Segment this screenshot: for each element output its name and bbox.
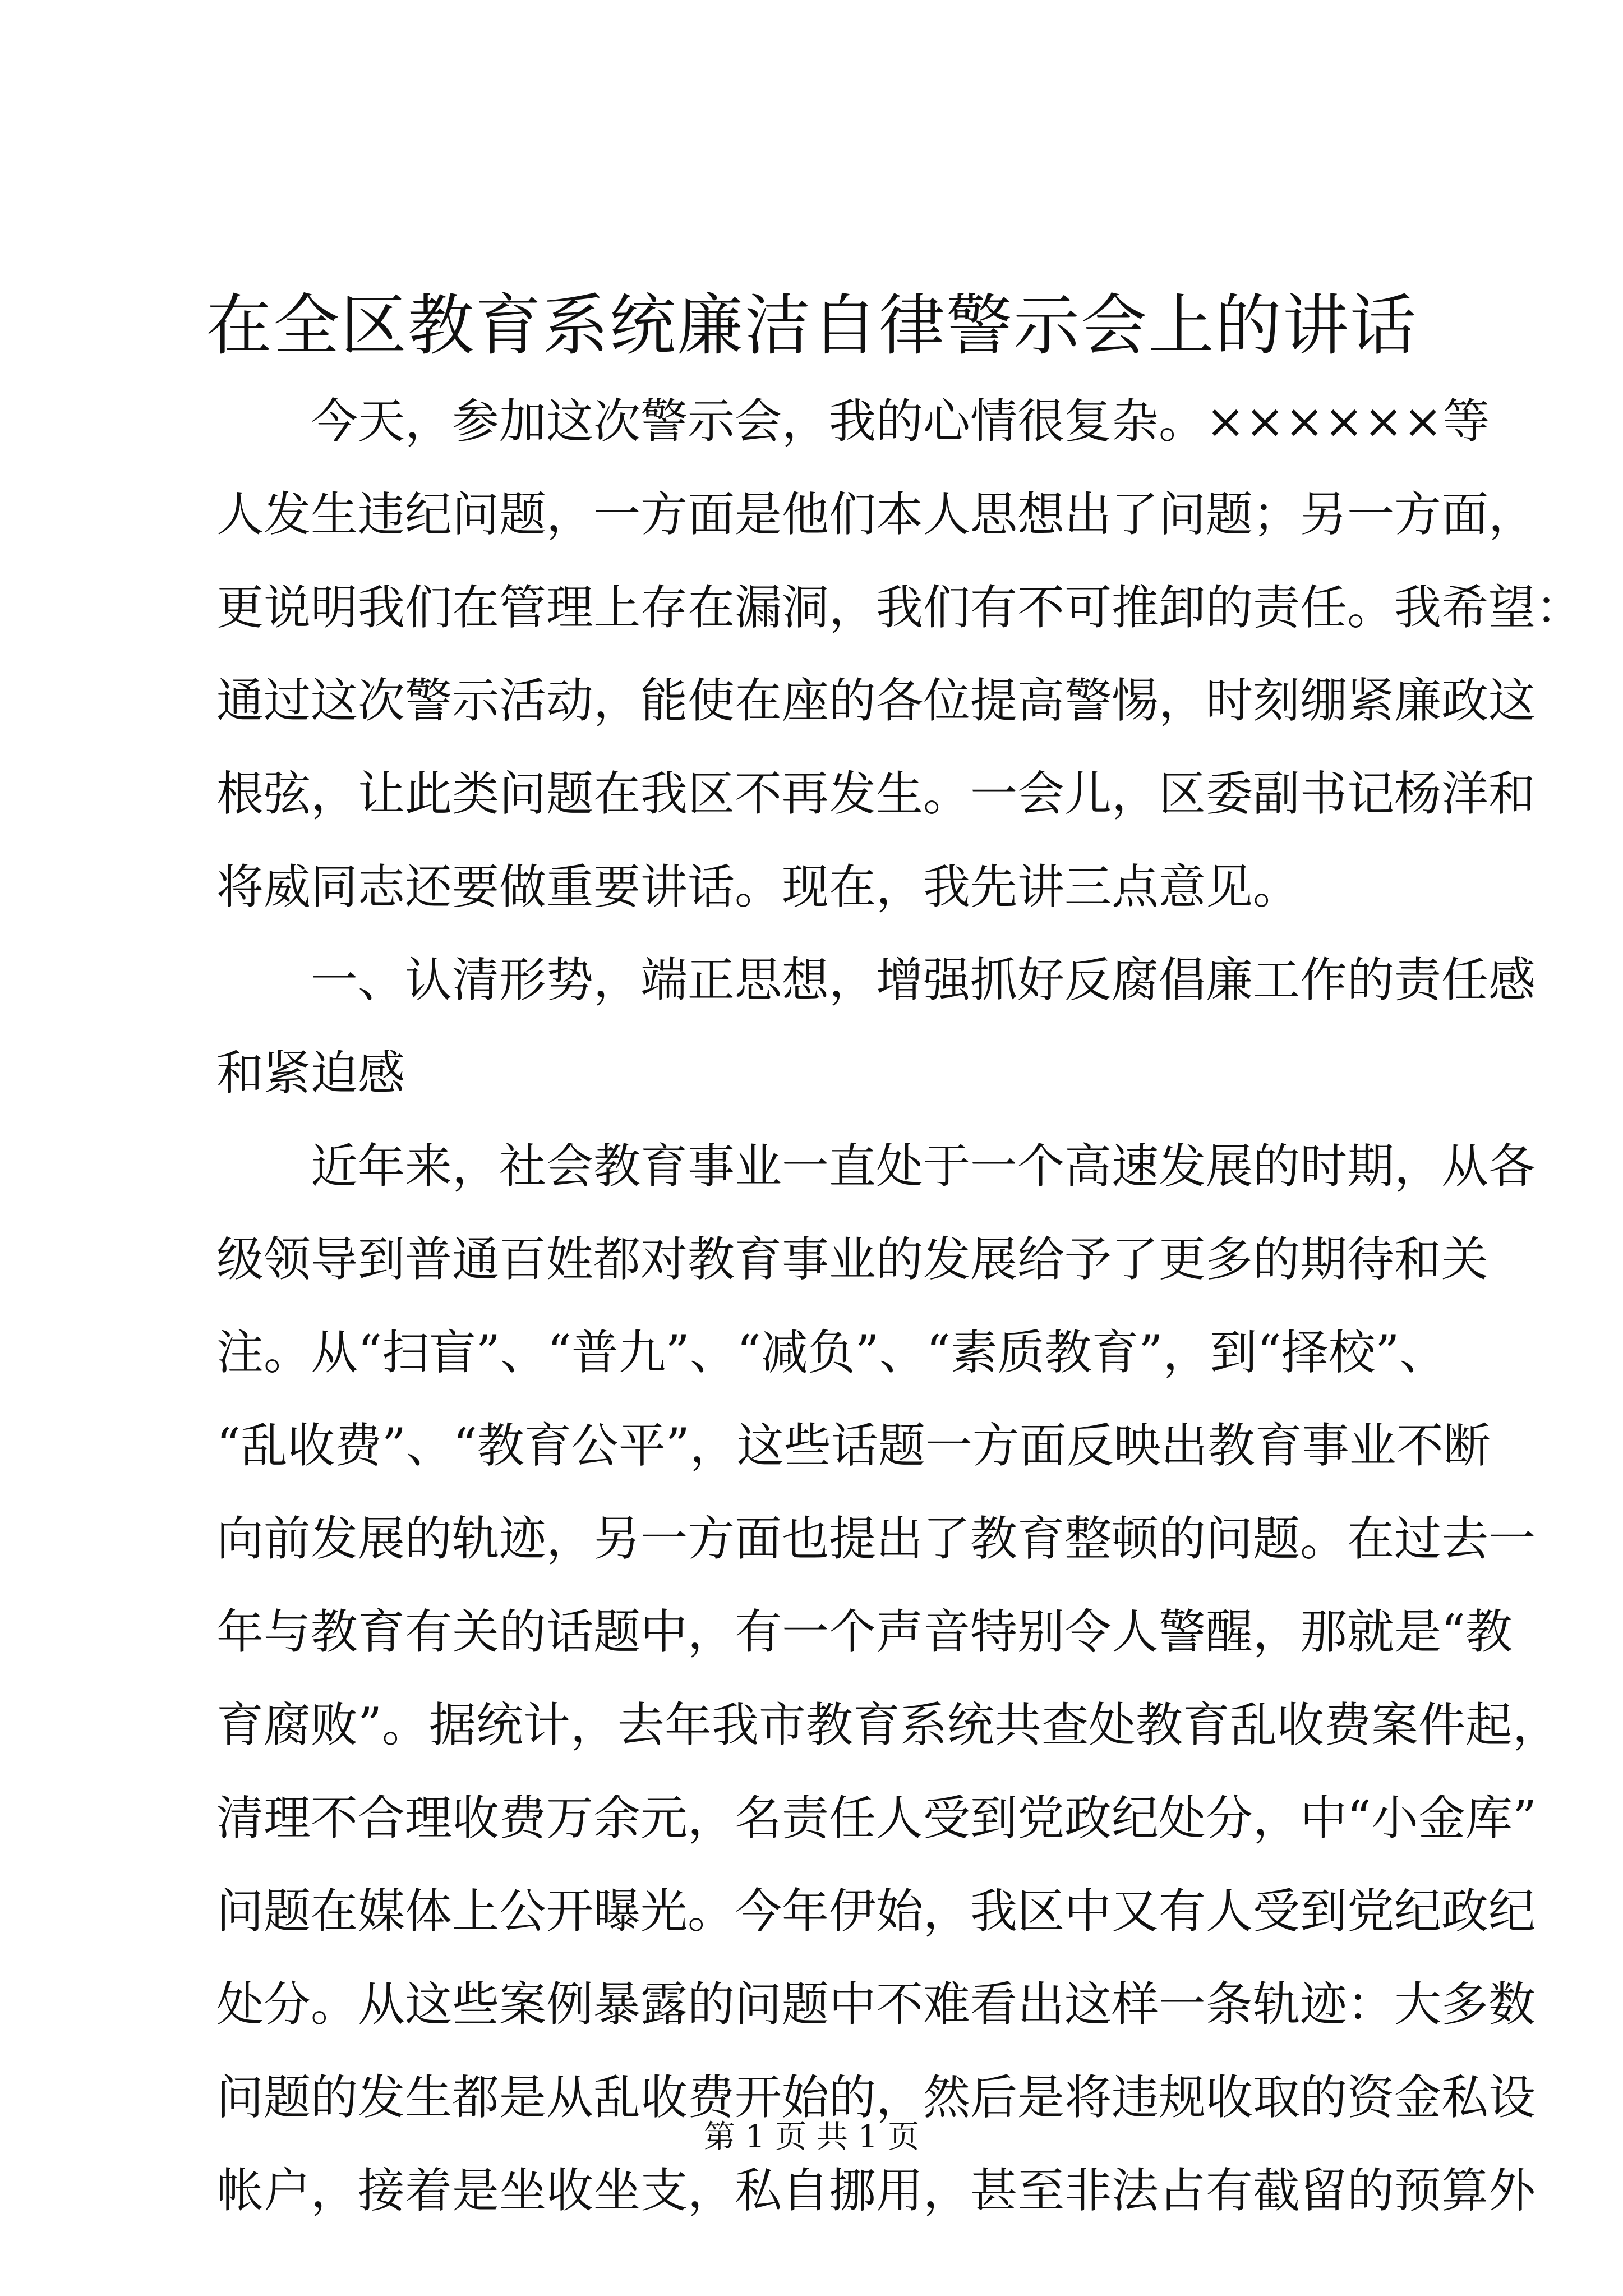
document-title: 在全区教育系统廉洁自律警示会上的讲话	[205, 287, 1417, 364]
paragraph-line: 帐户，接着是坐收坐支，私自挪用，甚至非法占有截留的预算外	[216, 2163, 1536, 2218]
document-body	[216, 375, 1583, 2237]
paragraph-line: 清理不合理收费万余元，名责任人受到党政纪处分，中“小金库”	[216, 1791, 1537, 1846]
paragraph-line: 育腐败”。据统计，去年我市教育系统共查处教育乱收费案件起，	[216, 1697, 1560, 1752]
paragraph-line: 向前发展的轨迹，另一方面也提出了教育整顿的问题。在过去一	[216, 1511, 1536, 1566]
section-heading-line: 和紧迫感	[216, 1046, 405, 1101]
page-footer: 第 1 页 共 1 页	[703, 2119, 920, 2155]
paragraph-line: 今天，参加这次警示会，我的心情很复杂。××××××等	[311, 394, 1490, 449]
paragraph-line: 根弦，让此类问题在我区不再发生。一会儿，区委副书记杨洋和	[216, 766, 1536, 821]
paragraph-line: 更说明我们在管理上存在漏洞，我们有不可推卸的责任。我希望：	[216, 580, 1583, 635]
paragraph-line: 级领导到普通百姓都对教育事业的发展给予了更多的期待和关	[216, 1232, 1489, 1287]
paragraph-line: 人发生违纪问题，一方面是他们本人思想出了问题；另一方面，	[216, 487, 1536, 542]
section-heading-line: 一、认清形势，端正思想，增强抓好反腐倡廉工作的责任感	[311, 953, 1536, 1007]
paragraph-line: 年与教育有关的话题中，有一个声音特别令人警醒，那就是“教	[216, 1604, 1513, 1659]
paragraph-line: 问题的发生都是从乱收费开始的，然后是将违规收取的资金私设	[216, 2070, 1536, 2125]
paragraph-line: 处分。从这些案例暴露的问题中不难看出这样一条轨迹：大多数	[216, 1977, 1536, 2032]
paragraph-line: 近年来，社会教育事业一直处于一个高速发展的时期，从各	[311, 1139, 1536, 1194]
paragraph-line: 注。从“扫盲”、“普九”、“减负”、“素质教育”，到“择校”、	[216, 1325, 1447, 1380]
paragraph-line: 问题在媒体上公开曝光。今年伊始，我区中又有人受到党纪政纪	[216, 1884, 1536, 1939]
paragraph-line: 将威同志还要做重要讲话。现在，我先讲三点意见。	[216, 859, 1301, 914]
paragraph-line: 通过这次警示活动，能使在座的各位提高警惕，时刻绷紧廉政这	[216, 673, 1536, 728]
paragraph-line: “乱收费”、“教育公平”，这些话题一方面反映出教育事业不断	[216, 1418, 1491, 1473]
